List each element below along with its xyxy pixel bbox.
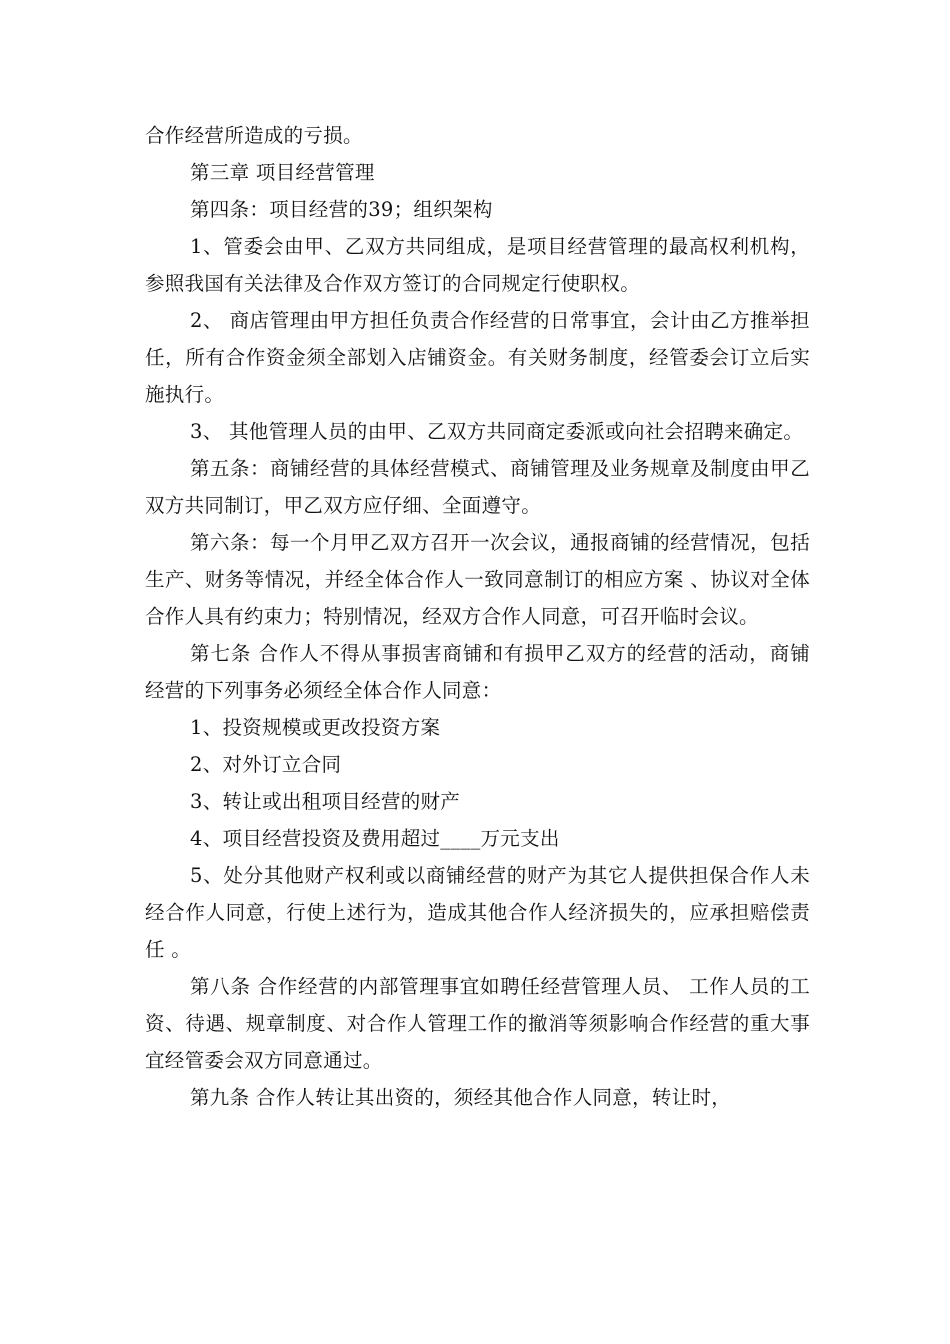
paragraph-loss-continuation: 合作经营所造成的亏损。 — [145, 124, 363, 147]
article-eight: 第八条 合作经营的内部管理事宜如聘任经营管理人员、 工作人员的工资、待遇、规章制度、对合作人管理工作的撤消等须影响合作经营的重大事宜经管委会双方同意通过。 — [145, 975, 810, 1072]
article-seven-item-4: 4、项目经营投资及费用超过____万元支出 — [190, 827, 560, 850]
article-five: 第五条：商铺经营的具体经营模式、商铺管理及业务规章及制度由甲乙双方共同制订，甲乙双方应仔细、全面遵守。 — [145, 457, 810, 517]
article-seven-item-2: 2、对外订立合同 — [190, 753, 342, 776]
article-seven: 第七条 合作人不得从事损害商铺和有损甲乙双方的经营的活动，商铺经营的下列事务必须经全体合作人同意： — [145, 642, 810, 702]
article-four-item-1: 1、管委会由甲、乙双方共同组成，是项目经营管理的最高权利机构，参照我国有关法律及合作双方签订的合同规定行使职权。 — [145, 235, 810, 295]
article-nine: 第九条 合作人转让其出资的，须经其他合作人同意，转让时， — [190, 1086, 732, 1109]
article-six: 第六条：每一个月甲乙双方召开一次会议，通报商铺的经营情况，包括生产、财务等情况，并经全体合作人一致同意制订的相应方案 、协议对全体合作人具有约束力；特别情况，经双方合作人同意，可召开临时会议。 — [145, 531, 810, 628]
article-seven-item-3: 3、转让或出租项目经营的财产 — [190, 790, 461, 813]
article-four-heading: 第四条：项目经营的39；组织架构 — [190, 198, 493, 221]
article-seven-item-1: 1、投资规模或更改投资方案 — [190, 716, 441, 739]
article-seven-item-5: 5、处分其他财产权利或以商铺经营的财产为其它人提供担保合作人未经合作人同意，行使上述行为，造成其他合作人经济损失的，应承担赔偿责任 。 — [145, 864, 810, 961]
chapter-three-heading: 第三章 项目经营管理 — [190, 161, 375, 184]
article-four-item-3: 3、 其他管理人员的由甲、乙双方共同商定委派或向社会招聘来确定。 — [190, 420, 804, 443]
article-four-item-2: 2、 商店管理由甲方担任负责合作经营的日常事宜，会计由乙方推举担任，所有合作资金须全部划入店铺资金。有关财务制度，经管委会订立后实施执行。 — [145, 309, 810, 406]
document-body — [145, 117, 810, 1116]
